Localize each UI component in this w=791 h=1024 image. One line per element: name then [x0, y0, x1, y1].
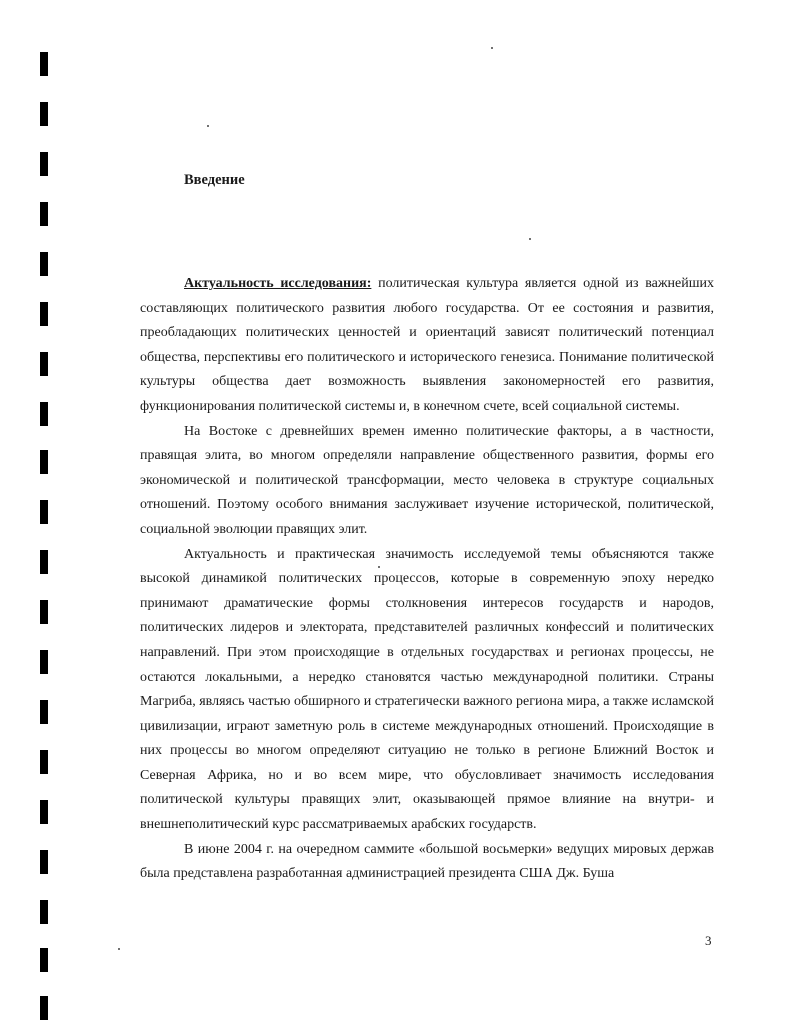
- paragraph-significance: [140, 543, 714, 838]
- paragraph-text: Актуальность и практическая значимость исследуемой темы объясняются также высокой динамикой политических процессов, которые в современную эпоху нередко принимают драматические формы столкновения интересов государств и народов, политических лидеров и электората, представителей различных конфессий и политических направлений. При этом происходящие в отдельных государствах и регионах процессы, не остаются локальными, а нередко становятся частью международной политики. Страны Магриба, являясь частью обширного и стратегически важного региона мира, а также исламской цивилизации, играют заметную роль в системе международных отношений. Происходящие в них процессы во многом определяют ситуацию не только в регионе Ближний Восток и Северная Африка, но и во всем мире, что обусловливает значимость исследования политической культуры правящих элит, оказывающей прямое влияние на внутри- и внешнеполитический курс рассматриваемых арабских государств.: [140, 546, 714, 833]
- binding-mark: [40, 252, 48, 276]
- binding-mark: [40, 202, 48, 226]
- binding-mark: [40, 402, 48, 426]
- binding-mark: [40, 302, 48, 326]
- body-text: [140, 272, 714, 887]
- scan-speck: [529, 238, 531, 240]
- binding-mark: [40, 500, 48, 524]
- binding-mark: [40, 152, 48, 176]
- page-number: 3: [705, 933, 712, 948]
- binding-mark: [40, 850, 48, 874]
- paragraph-text: В июне 2004 г. на очередном саммите «большой восьмерки» ведущих мировых держав была представлена разработанная администрацией президента США Дж. Буша: [140, 841, 714, 882]
- scan-speck: [118, 948, 120, 950]
- paragraph-summit: [140, 838, 714, 887]
- binding-mark: [40, 102, 48, 126]
- binding-mark: [40, 550, 48, 574]
- binding-mark: [40, 750, 48, 774]
- binding-mark: [40, 900, 48, 924]
- paragraph-text: На Востоке с древнейших времен именно политические факторы, а в частности, правящая элита, во многом определяли направление общественного развития, формы его экономической и политической трансформации, место человека в структуре социальных отношений. Поэтому особого внимания заслуживает изучение исторической, политической, социальной эволюции правящих элит.: [140, 423, 714, 537]
- binding-mark: [40, 800, 48, 824]
- section-heading: Введение: [184, 172, 245, 188]
- paragraph-relevance: [140, 272, 714, 420]
- relevance-label: Актуальность исследования:: [184, 276, 372, 291]
- binding-mark: [40, 450, 48, 474]
- scan-speck: [207, 125, 209, 127]
- binding-mark: [40, 996, 48, 1020]
- binding-mark: [40, 352, 48, 376]
- paragraph-east: [140, 420, 714, 543]
- binding-mark: [40, 600, 48, 624]
- binding-mark: [40, 700, 48, 724]
- binding-mark: [40, 948, 48, 972]
- binding-mark: [40, 52, 48, 76]
- paragraph-text: политическая культура является одной из важнейших составляющих политического развития любого государства. От ее состояния и развития, преобладающих политических ценностей и ориентаций зависят политический потенциал общества, перспективы его политического и исторического генезиса. Понимание политической культуры общества дает возможность выявления закономерностей его развития, функционирования политической системы и, в конечном счете, всей социальной системы.: [140, 276, 714, 414]
- scan-speck: [491, 47, 493, 49]
- binding-mark: [40, 650, 48, 674]
